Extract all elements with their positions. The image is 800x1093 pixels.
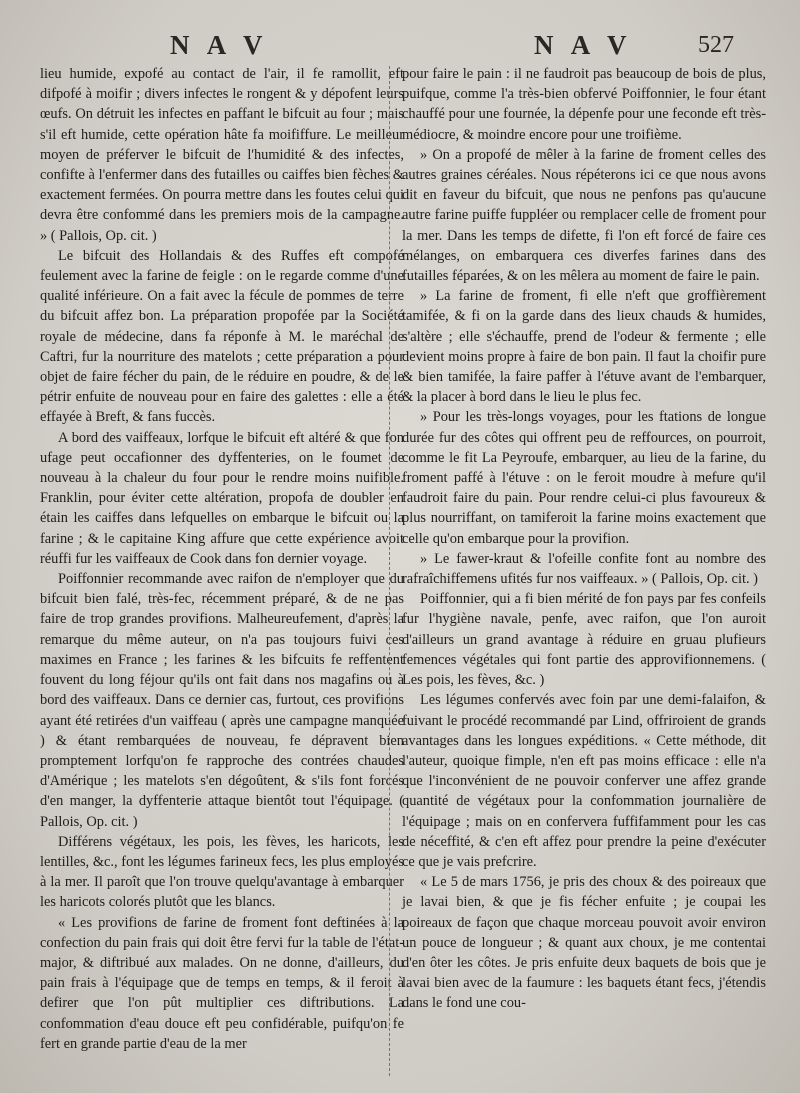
paragraph: » La farine de froment, fi elle n'eft que groffièrement tamifée, & fi on la garde dans des lieux chauds & humides, s'altère ; elle s'échauffe, prend de l'odeur & fermente ; elle devient moins propre à faire de bon pain. Il faut la choifir pure & bien tamifée, la faire paffer à l'étuve avant de l'embarquer, & la placer à bord dans le lieu le plus fec. xyxy=(402,288,766,406)
paragraph: » Le fawer-kraut & l'ofeille confite font au nombre des rafraîchiffemens ufités fur nos vaiffeaux. » ( Pallois, Op. cit. ) xyxy=(402,550,766,588)
left-column xyxy=(40,64,404,1054)
paragraph: A bord des vaiffeaux, lorfque le bifcuit eft altéré & que fon ufage peut occafionner des dyffenteries, on le foumet de nouveau à la chaleur du four pour le rendre moins nuifible. Franklin, pour éviter cette altération, propofa de doubler en étain les caiffes dans lefquelles on embarque le bifcuit ou la farine ; & le capitaine King affure que cette expérience avoit réuffi fur les vaiffeaux de Cook dans fon dernier voyage. xyxy=(40,429,404,567)
right-column xyxy=(402,64,766,1014)
paragraph: » On a propofé de mêler à la farine de froment celles des autres graines céréales. Nous répéterons ici ce que nous avons dit en faveur du bifcuit, que nous ne penfons pas qu'aucune autre farine puiffe fuppléer ou remplacer celle de froment pour la mer. Dans les temps de difette, fi l'on eft forcé de faire ces mélanges, on embarquera ces diverfes farines dans des futailles féparées, & on les mêlera au moment de faire le pain. xyxy=(402,146,766,285)
paragraph: « Le 5 de mars 1756, je pris des choux & des poireaux que je lavai bien, & que je fis fécher enfuite ; je coupai les poireaux de façon que chaque morceau pouvoit avoir environ un pouce de longueur ; & quant aux choux, je me contentai d'en ôter les côtes. Je pris enfuite deux baquets de bois que je lavai bien avec de la faumure : les baquets étant fecs, j'étendis dans le fond une cou- xyxy=(402,874,766,1012)
paragraph: Poiffonnier, qui a fi bien mérité de fon pays par fes confeils fur l'hygiène navale, penfe, avec raifon, que l'on auroit d'ailleurs un grand avantage à réduire en gruau plufieurs femences végétales qui font partie des approvifionnemens. ( Les pois, les fèves, &c. ) xyxy=(402,591,766,689)
running-head xyxy=(0,30,800,64)
running-head-left: N A V xyxy=(170,30,269,60)
paragraph: Les légumes confervés avec foin par une demi-falaifon, & fuivant le procédé recommandé par Lind, offriroient de grands avantages dans les longues expéditions. « Cette méthode, dit l'auteur, quoique fimple, n'en eft pas moins efficace : elle n'a que l'inconvénient de ne pouvoir conferver une affez grande quantité de végétaux pour la confommation journalière de l'équipage ; mais on en confervera fuffifamment pour les cas de néceffité, & c'en eft affez pour prendre la peine d'exécuter ce que je vais prefcrire. xyxy=(402,692,766,870)
running-head-right: N A V xyxy=(534,30,633,60)
paragraph: Poiffonnier recommande avec raifon de n'employer que du bifcuit bien falé, très-fec, récemment préparé, & de ne pas faire de trop grandes provifions. Malheureufement, d'après la remarque du même auteur, on n'a pas toujours fuivi ces maximes en France ; les farines & les bifcuits fe reffentent fouvent du long féjour qu'ils ont fait dans nos magafins ou à bord des vaiffeaux. Dans ce dernier cas, furtout, ces provifions ayant été retirées d'un vaiffeau ( après une campagne manquée ) & étant rembarquées de nouveau, fe dépravent bien promptement lorfqu'on fe rapproche des contrées chaudes d'Amérique ; les matelots s'en dégoûtent, & s'ils font forcés d'en manger, la dyffenterie attaque bientôt tout l'équipage. ( Pallois, Op. cit. ) xyxy=(40,571,404,830)
paragraph: lieu humide, expofé au contact de l'air, il fe ramollit, eft difpofé à moifir ; divers infectes le rongent & y dépofent leurs œufs. On détruit les infectes en paffant le bifcuit au four ; mais s'il eft humide, cette opération hâte fa moififfure. Le meilleur moyen de préferver le bifcuit de l'humidité & des infectes, confifte à l'enfermer dans des futailles ou caiffes bien fèches & exactement fermées. On pourra mettre dans les foutes celui qui devra être confommé dans les premiers mois de la campagne. » ( Pallois, Op. cit. ) xyxy=(40,66,404,244)
paragraph: pour faire le pain : il ne faudroit pas beaucoup de bois de plus, puifque, comme l'a très-bien obfervé Poiffonnier, le four étant chauffé pour une fournée, la dépenfe pour une feconde eft très-médiocre, & moindre encore pour une troifième. xyxy=(402,66,766,143)
column-divider xyxy=(389,66,390,1076)
paragraph: Le bifcuit des Hollandais & des Ruffes eft compofé feulement avec la farine de feigle : on le regarde comme d'une qualité inférieure. On a fait avec la fécule de pommes de terre du bifcuit affez bon. La préparation propofée par la Société royale de médecine, dans fa réponfe à M. le maréchal de Caftri, fur la nourriture des matelots ; cette préparation a pour objet de faire fécher du pain, de le réduire en poudre, & de le pétrir enfuite de nouveau pour en faire des galettes : elle a été effayée à Breft, & fans fuccès. xyxy=(40,247,404,426)
page-number: 527 xyxy=(698,32,734,58)
paragraph: Différens végétaux, les pois, les fèves, les haricots, les lentilles, &c., font les légumes farineux fecs, les plus employés à la mer. Il paroît que l'on trouve quelqu'avantage à embarquer les haricots colorés plutôt que les blancs. xyxy=(40,833,404,911)
paragraph: « Les provifions de farine de froment font deftinées à la confection du pain frais qui doit être fervi fur la table de l'état-major, & diftribué aux malades. On ne donne, d'ailleurs, du pain frais à l'équipage que de temps en temps, & il feroit à defirer que l'on pût multiplier ces diftributions. La confommation d'eau douce eft peu confidérable, puifqu'on fe fert en grande partie d'eau de la mer xyxy=(40,914,404,1052)
paragraph: » Pour les très-longs voyages, pour les ftations de longue durée fur des côtes qui offrent peu de reffources, on pourroit, comme le fit La Peyroufe, embarquer, au lieu de la farine, du froment paffé à l'étuve : on le feroit moudre à mefure qu'il faudroit faire du pain. Pour rendre celui-ci plus favoureux & plus nourriffant, on tamiferoit la farine moins exactement que celle qu'on embarque pour la provifion. xyxy=(402,409,766,547)
